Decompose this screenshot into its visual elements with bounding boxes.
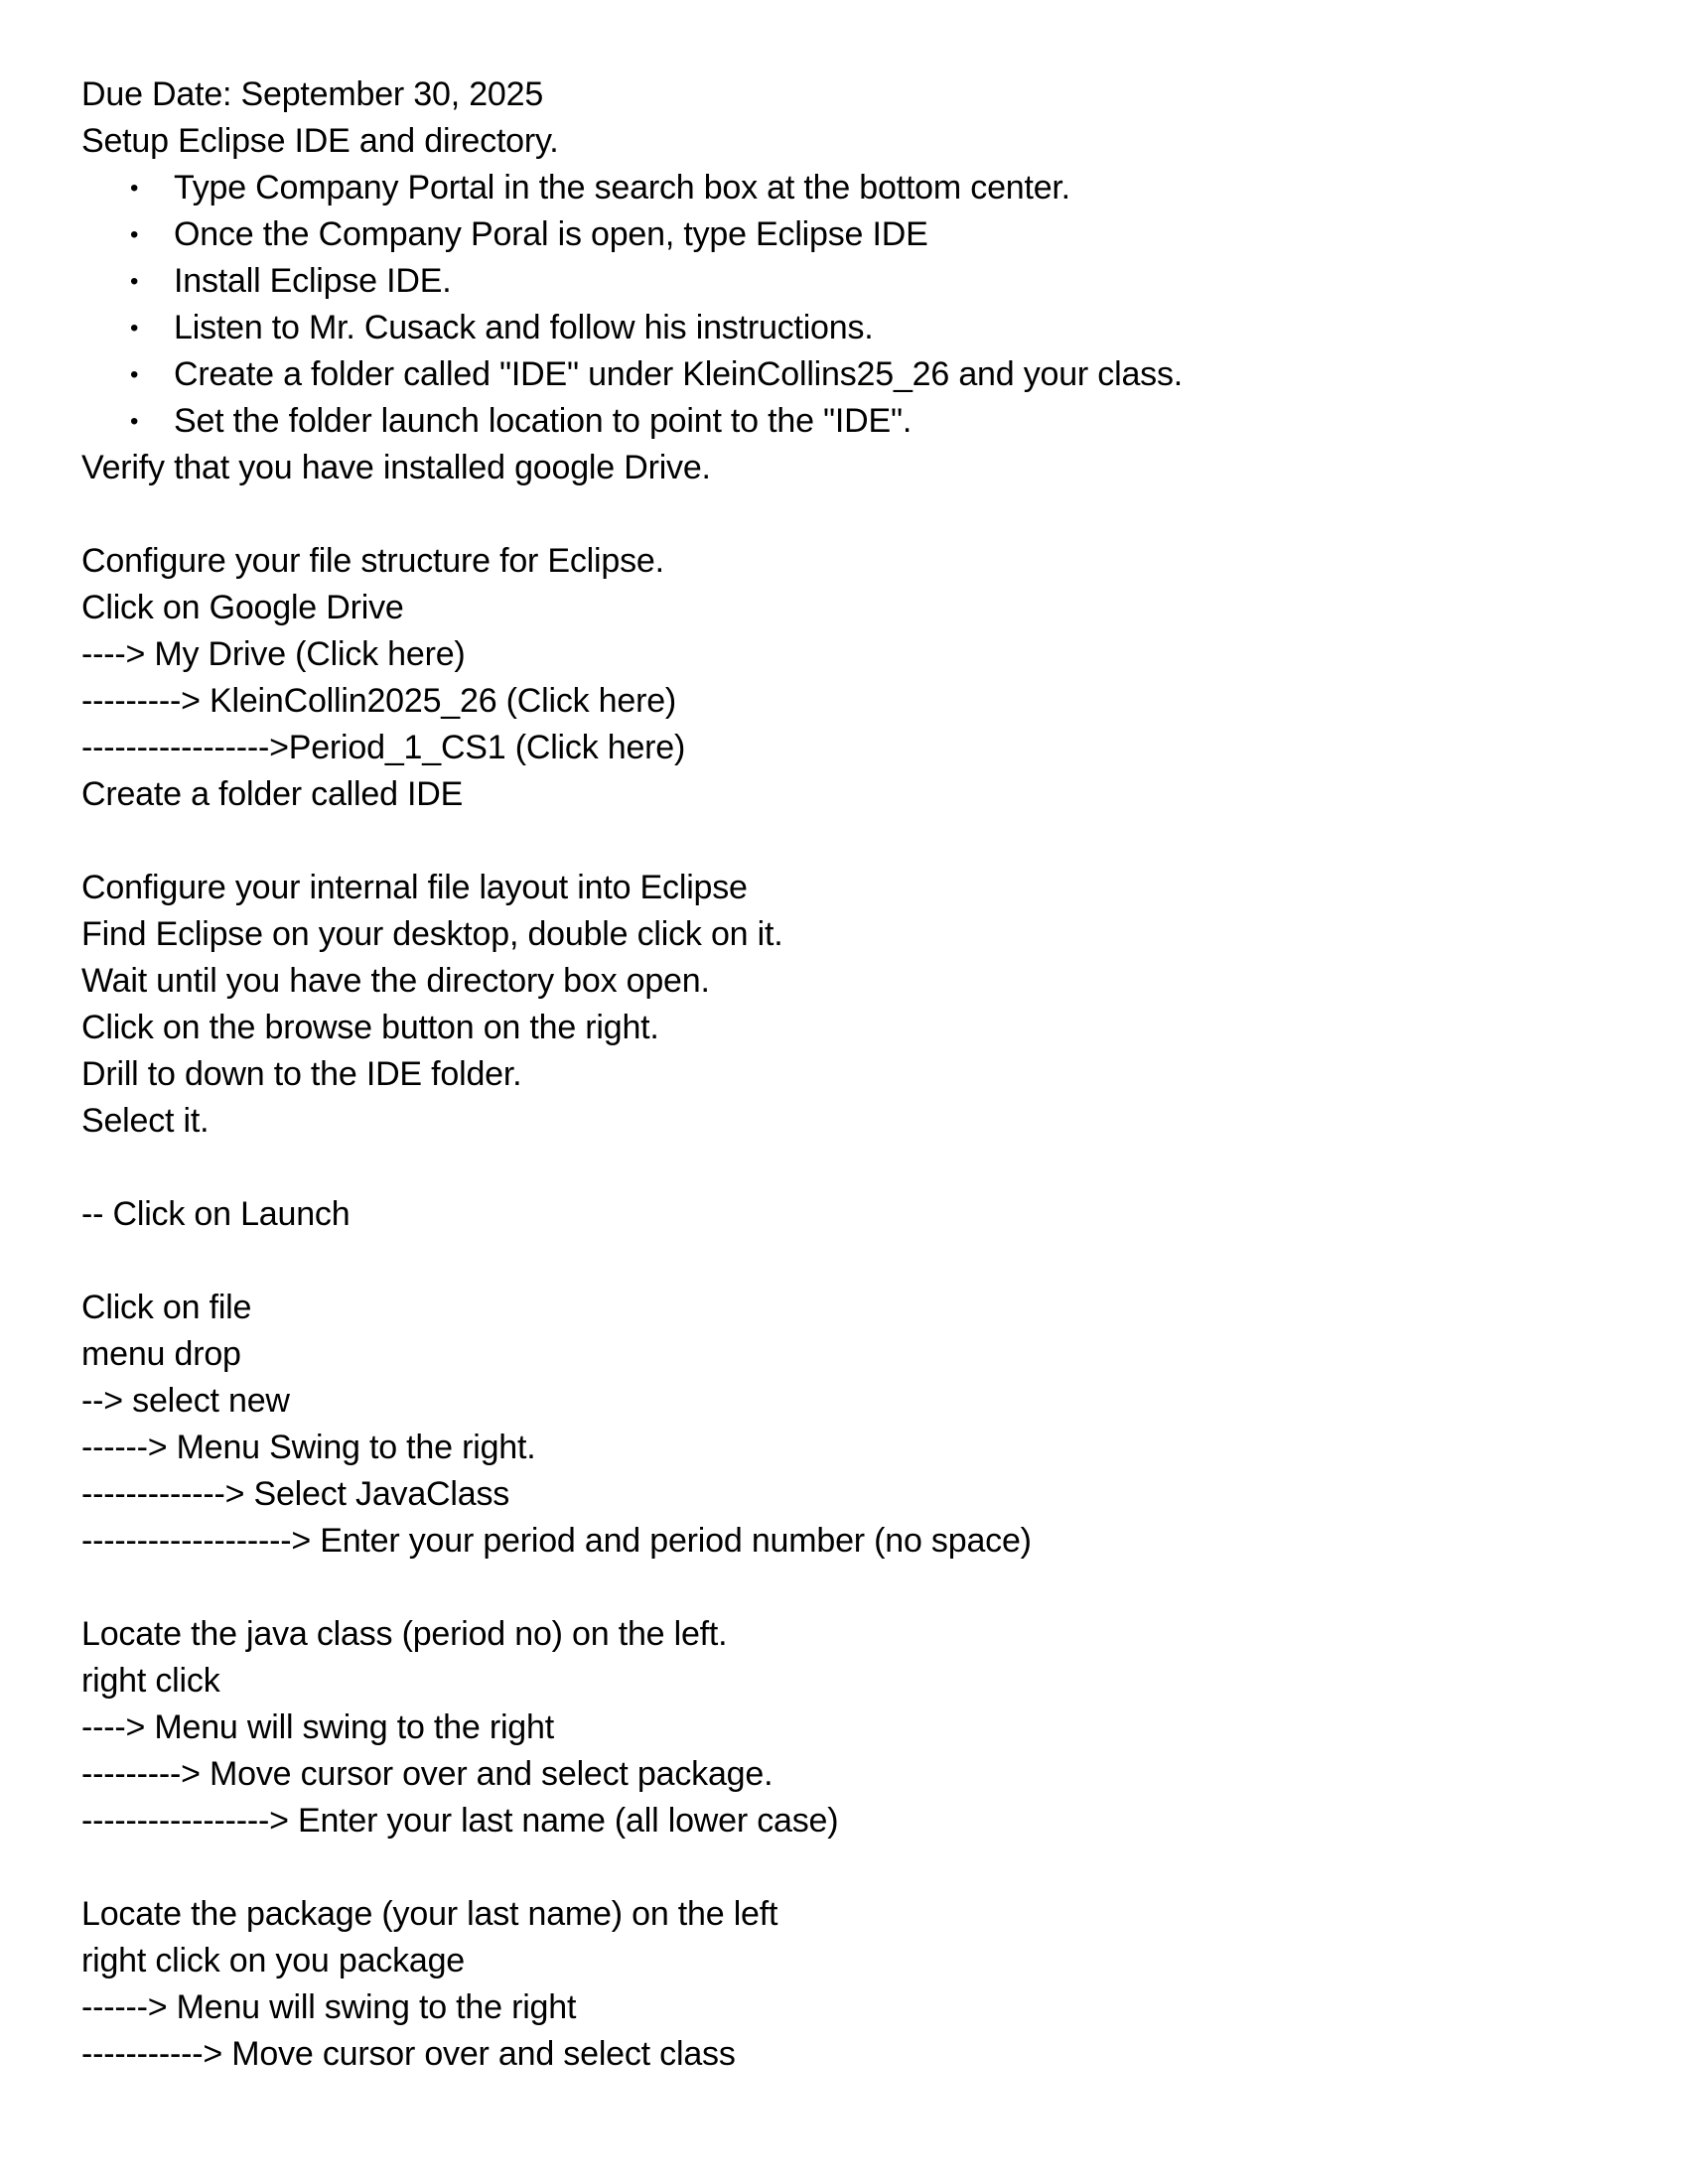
document-line: -----------> Move cursor over and select class [81, 2035, 736, 2073]
bullet-item [81, 351, 1601, 398]
bullet-item [81, 398, 1601, 445]
blank-line [81, 818, 1601, 865]
bullet-item-text: Create a folder called "IDE" under KleinCollins25_26 and your class. [174, 355, 1183, 393]
bullet-item-text: Type Company Portal in the search box at the bottom center. [174, 169, 1070, 206]
bullet-icon: • [130, 221, 139, 248]
document-line: Click on file [81, 1289, 252, 1326]
document-line: ----> Menu will swing to the right [81, 1708, 554, 1746]
blank-line [81, 491, 1601, 538]
document-line: Wait until you have the directory box open. [81, 962, 710, 1000]
bullet-icon: • [130, 408, 139, 435]
document-line: ------> Menu will swing to the right [81, 1988, 577, 2026]
document-line: Drill to down to the IDE folder. [81, 1055, 522, 1093]
document-line: Click on Google Drive [81, 589, 404, 626]
document-line: Setup Eclipse IDE and directory. [81, 122, 559, 160]
bullet-icon: • [130, 175, 139, 202]
document-line: ------> Menu Swing to the right. [81, 1429, 536, 1466]
bullet-icon: • [130, 361, 139, 388]
document-line: ----------------->Period_1_CS1 (Click here) [81, 729, 686, 766]
document-line: Due Date: September 30, 2025 [81, 75, 544, 113]
bullet-item-text: Listen to Mr. Cusack and follow his instructions. [174, 309, 874, 346]
blank-line [81, 1238, 1601, 1285]
document-line: ---------> Move cursor over and select package. [81, 1755, 774, 1793]
bullet-item [81, 305, 1601, 351]
document-line: Configure your internal file layout into Eclipse [81, 869, 748, 906]
document-line: menu drop [81, 1335, 241, 1373]
document-line: Select it. [81, 1102, 210, 1140]
blank-line [81, 1145, 1601, 1191]
document-line: Configure your file structure for Eclipse. [81, 542, 664, 580]
bullet-icon: • [130, 315, 139, 341]
bullet-item [81, 211, 1601, 258]
document-line: Find Eclipse on your desktop, double click on it. [81, 915, 783, 953]
document-line: ---------> KleinCollin2025_26 (Click here) [81, 682, 677, 720]
document-line: Create a folder called IDE [81, 775, 464, 813]
document-line: ----> My Drive (Click here) [81, 635, 466, 673]
document-line: Locate the package (your last name) on the left [81, 1895, 778, 1933]
blank-line [81, 1565, 1601, 1611]
blank-line [81, 1844, 1601, 1891]
document-body [81, 71, 1601, 2078]
bullet-item-text: Install Eclipse IDE. [174, 262, 452, 300]
bullet-item [81, 165, 1601, 211]
document-line: -- Click on Launch [81, 1195, 351, 1233]
document-line: right click on you package [81, 1942, 466, 1979]
document-line: Locate the java class (period no) on the left. [81, 1615, 728, 1653]
bullet-icon: • [130, 268, 139, 295]
document-line: right click [81, 1662, 220, 1700]
document-line: Click on the browse button on the right. [81, 1009, 659, 1046]
bullet-item-text: Set the folder launch location to point to the "IDE". [174, 402, 913, 440]
document-line: -------------> Select JavaClass [81, 1475, 510, 1513]
document-line: -------------------> Enter your period and period number (no space) [81, 1522, 1032, 1560]
bullet-item-text: Once the Company Poral is open, type Eclipse IDE [174, 215, 928, 253]
document-line: Verify that you have installed google Drive. [81, 449, 711, 486]
document-line: --> select new [81, 1382, 290, 1420]
document-line: -----------------> Enter your last name (all lower case) [81, 1802, 839, 1840]
bullet-item [81, 258, 1601, 305]
